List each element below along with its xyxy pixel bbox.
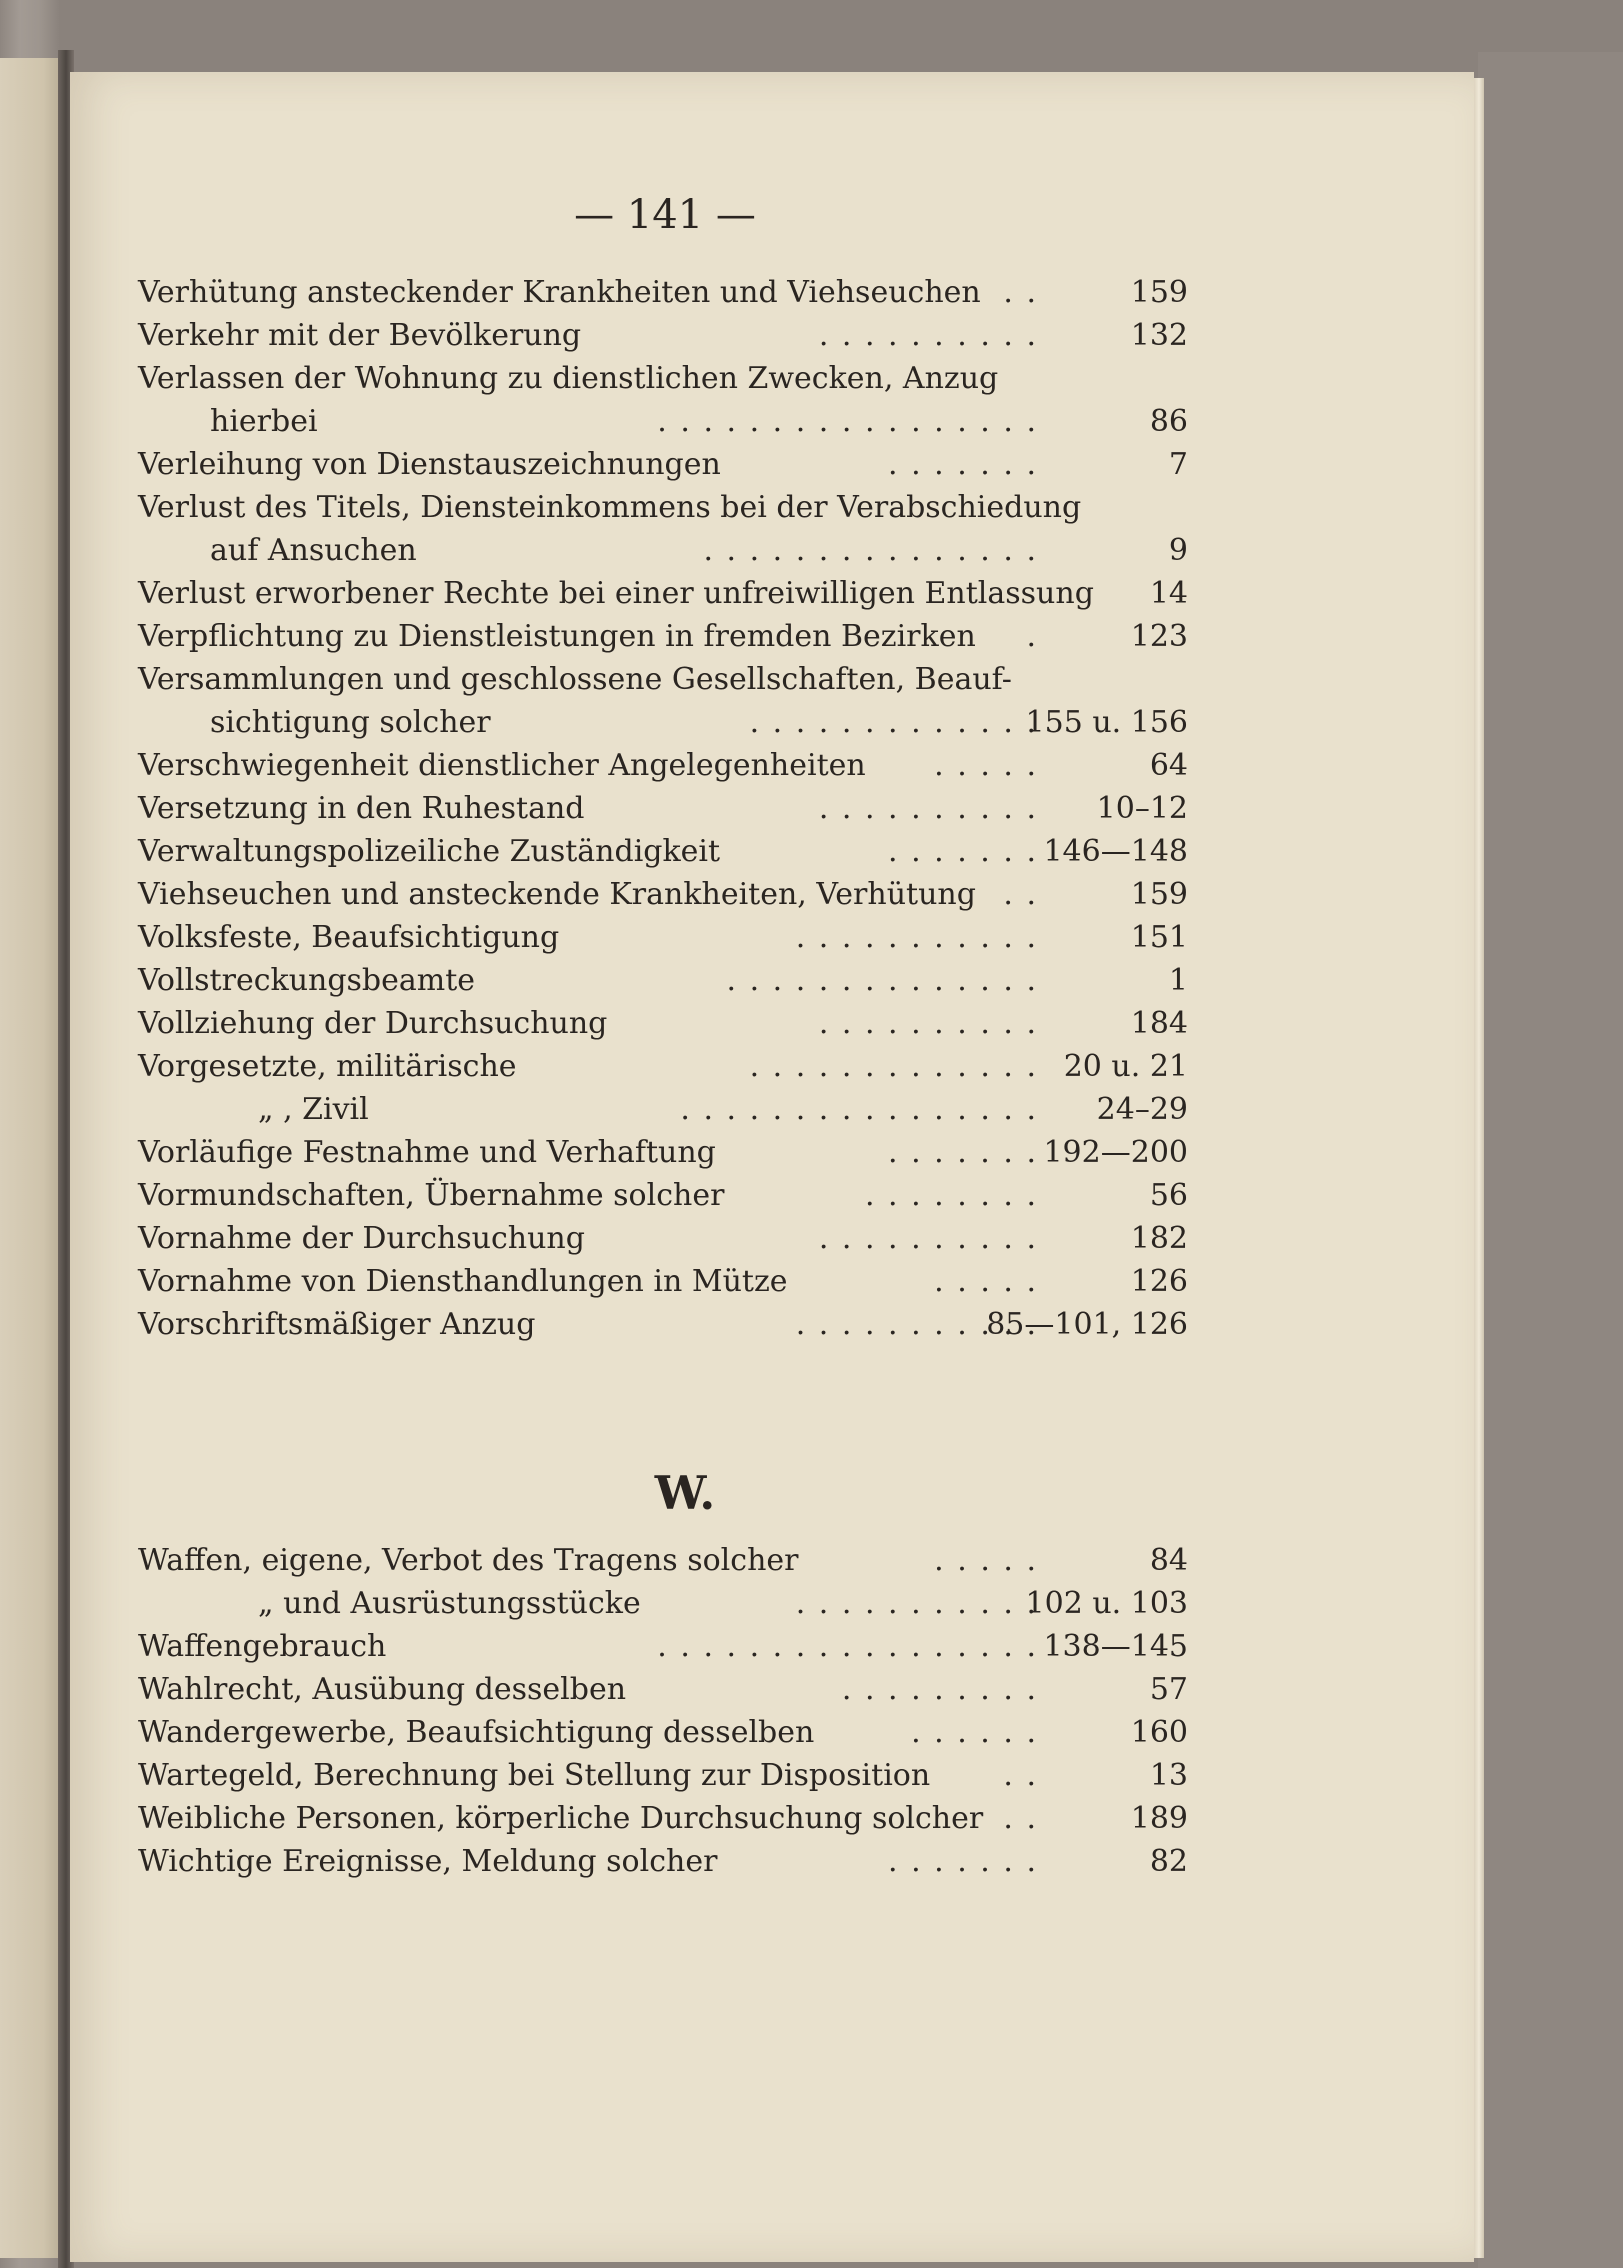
leader-dots: . . . . . <box>934 748 1038 783</box>
entry-page-ref: 159 <box>1130 275 1188 310</box>
leader-dots: . . . . . . . . . . <box>818 1221 1038 1256</box>
index-entry <box>138 1756 1188 1796</box>
entry-label: „ , Zivil <box>258 1092 369 1127</box>
leader-dots: . . . . . . <box>911 1715 1038 1750</box>
index-entry <box>138 1047 1188 1087</box>
entry-page-ref: 155 u. 156 <box>1025 705 1188 740</box>
entry-label: Verpflichtung zu Dienstleistungen in fremden Bezirken <box>138 619 976 654</box>
entry-page-ref: 159 <box>1130 877 1188 912</box>
page-number: — 141 — <box>574 192 756 238</box>
entry-label: Versetzung in den Ruhestand <box>138 791 585 826</box>
entry-label: auf Ansuchen <box>210 533 417 568</box>
entry-label: Wandergewerbe, Beaufsichtigung desselben <box>138 1715 815 1750</box>
entry-page-ref: 102 u. 103 <box>1025 1586 1188 1621</box>
entry-label: Vornahme von Diensthandlungen in Mütze <box>138 1264 788 1299</box>
index-entry <box>138 488 1188 528</box>
entry-label: Waffen, eigene, Verbot des Tragens solcher <box>138 1543 799 1578</box>
index-entry <box>138 1219 1188 1259</box>
index-entry <box>138 660 1188 700</box>
leader-dots: . . . . . . . . <box>864 1178 1038 1213</box>
index-entry <box>138 1842 1188 1882</box>
entry-label: Verwaltungspolizeiliche Zuständigkeit <box>138 834 721 869</box>
index-entry <box>138 316 1188 356</box>
entry-label: Wahlrecht, Ausübung desselben <box>138 1672 627 1707</box>
entry-label: Vorgesetzte, militärische <box>138 1049 517 1084</box>
section-heading: W. <box>654 1466 716 1520</box>
entry-page-ref: 82 <box>1149 1844 1188 1879</box>
entry-label: Verlust des Titels, Diensteinkommens bei der Verabschiedung <box>138 490 1082 525</box>
entry-label: Vornahme der Durchsuchung <box>138 1221 585 1256</box>
entry-label: Versammlungen und geschlossene Gesellschaften, Beauf- <box>138 662 1012 697</box>
leader-dots: . . . . . . . <box>888 447 1038 482</box>
entry-label: Verhütung ansteckender Krankheiten und Viehseuchen <box>138 275 981 310</box>
index-entry <box>138 1670 1188 1710</box>
index-entry <box>138 961 1188 1001</box>
entry-label: Vollziehung der Durchsuchung <box>138 1006 608 1041</box>
entry-page-ref: 138—145 <box>1043 1629 1188 1664</box>
leader-dots: . . . . . . . . . . . . . . . <box>703 533 1038 568</box>
entry-label: Volksfeste, Beaufsichtigung <box>138 920 560 955</box>
entry-label: Vorschriftsmäßiger Anzug <box>138 1307 536 1342</box>
entry-page-ref: 192—200 <box>1043 1135 1188 1170</box>
index-entry <box>138 918 1188 958</box>
leader-dots: . . . . . . . . . . . . . . . . . <box>657 404 1038 439</box>
entry-page-ref: 132 <box>1130 318 1188 353</box>
entry-page-ref: 126 <box>1130 1264 1188 1299</box>
entry-page-ref: 85—101, 126 <box>986 1307 1188 1342</box>
entry-label: Waffengebrauch <box>138 1629 387 1664</box>
index-entry <box>138 1133 1188 1173</box>
entry-label: Wichtige Ereignisse, Meldung solcher <box>138 1844 718 1879</box>
leader-dots: . . . . . . . <box>888 1135 1038 1170</box>
entry-page-ref: 160 <box>1130 1715 1188 1750</box>
index-entry <box>138 273 1188 313</box>
entry-page-ref: 184 <box>1130 1006 1188 1041</box>
entry-page-ref: 84 <box>1149 1543 1188 1578</box>
leader-dots: . . . . . . . . . <box>841 1672 1038 1707</box>
index-entry <box>138 445 1188 485</box>
index-entry <box>138 1305 1188 1345</box>
leader-dots: . . . . . . . <box>888 834 1038 869</box>
entry-label: Verkehr mit der Bevölkerung <box>138 318 582 353</box>
index-entry <box>138 1627 1188 1667</box>
index-entry <box>138 617 1188 657</box>
leader-dots: . . . . . . . . . . . . . <box>749 705 1038 740</box>
index-entry <box>138 1176 1188 1216</box>
leader-dots: . . . . . . . . . . <box>818 791 1038 826</box>
index-entry <box>138 1799 1188 1839</box>
entry-label: Verleihung von Dienstauszeichnungen <box>138 447 721 482</box>
index-entry <box>138 832 1188 872</box>
index-entry <box>138 875 1188 915</box>
leader-dots: . . <box>1003 877 1038 912</box>
index-entry <box>138 574 1188 614</box>
leader-dots: . . <box>1003 1801 1038 1836</box>
leader-dots: . . . . . . . . . . . . . . <box>726 963 1038 998</box>
index-entry <box>138 359 1188 399</box>
entry-label: Vorläufige Festnahme und Verhaftung <box>138 1135 716 1170</box>
entry-label: Weibliche Personen, körperliche Durchsuchung solcher <box>138 1801 984 1836</box>
entry-page-ref: 86 <box>1149 404 1188 439</box>
left-page-edge <box>0 58 62 2258</box>
entry-page-ref: 9 <box>1168 533 1188 568</box>
entry-page-ref: 64 <box>1149 748 1188 783</box>
page-stack-edge <box>1474 78 1484 2258</box>
index-entry <box>138 1004 1188 1044</box>
entry-label: hierbei <box>210 404 318 439</box>
entry-label: Verlust erworbener Rechte bei einer unfreiwilligen Entlassung <box>138 576 1094 611</box>
entry-label: Verlassen der Wohnung zu dienstlichen Zwecken, Anzug <box>138 361 999 396</box>
entry-page-ref: 123 <box>1130 619 1188 654</box>
index-entry <box>138 746 1188 786</box>
entry-page-ref: 56 <box>1149 1178 1188 1213</box>
entry-label: Viehseuchen und ansteckende Krankheiten, Verhütung <box>138 877 976 912</box>
index-entry <box>138 1090 1188 1130</box>
entry-label: Vollstreckungsbeamte <box>138 963 476 998</box>
index-entry <box>138 703 1188 743</box>
leader-dots: . . . . . . . . . . <box>818 318 1038 353</box>
entry-label: Vormundschaften, Übernahme solcher <box>138 1178 725 1213</box>
leader-dots: . . . . . . . <box>888 1844 1038 1879</box>
entry-label: „ und Ausrüstungsstücke <box>258 1586 641 1621</box>
index-entry <box>138 1541 1188 1581</box>
leader-dots: . <box>1026 619 1038 654</box>
entry-page-ref: 57 <box>1149 1672 1188 1707</box>
leader-dots: . . . . . . . . . . . . . . . . <box>680 1092 1038 1127</box>
index-entry <box>138 402 1188 442</box>
leader-dots: . . . . . <box>934 1543 1038 1578</box>
index-entry <box>138 1713 1188 1753</box>
entry-page-ref: 10–12 <box>1096 791 1188 826</box>
leader-dots: . . . . . . . . . . <box>818 1006 1038 1041</box>
entry-page-ref: 151 <box>1130 920 1188 955</box>
index-entry <box>138 789 1188 829</box>
index-entry <box>138 1584 1188 1624</box>
leader-dots: . . . . . . . . . . . <box>795 920 1038 955</box>
entry-label: sichtigung solcher <box>210 705 491 740</box>
leader-dots: . . . . . . . . . . . . . . . . . <box>657 1629 1038 1664</box>
entry-page-ref: 13 <box>1149 1758 1188 1793</box>
entry-page-ref: 14 <box>1149 576 1188 611</box>
entry-page-ref: 146—148 <box>1043 834 1188 869</box>
index-entry <box>138 531 1188 571</box>
entry-page-ref: 24–29 <box>1096 1092 1188 1127</box>
entry-page-ref: 1 <box>1168 963 1188 998</box>
index-entry <box>138 1262 1188 1302</box>
leader-dots: . . . . . . . . . . . <box>795 1586 1038 1621</box>
leader-dots: . . <box>1003 275 1038 310</box>
entry-page-ref: 189 <box>1130 1801 1188 1836</box>
leader-dots: . . <box>1003 1758 1038 1793</box>
leader-dots: . . . . . <box>934 1264 1038 1299</box>
entry-label: Verschwiegenheit dienstlicher Angelegenheiten <box>138 748 866 783</box>
leader-dots: . . . . . . . . . . . . . <box>749 1049 1038 1084</box>
leader-dots: . . . . . . . . . . . <box>795 1307 1038 1342</box>
book-cover-edge <box>1478 52 1623 2268</box>
entry-page-ref: 7 <box>1168 447 1188 482</box>
entry-label: Wartegeld, Berechnung bei Stellung zur Disposition <box>138 1758 931 1793</box>
entry-page-ref: 20 u. 21 <box>1063 1049 1188 1084</box>
entry-page-ref: 182 <box>1130 1221 1188 1256</box>
